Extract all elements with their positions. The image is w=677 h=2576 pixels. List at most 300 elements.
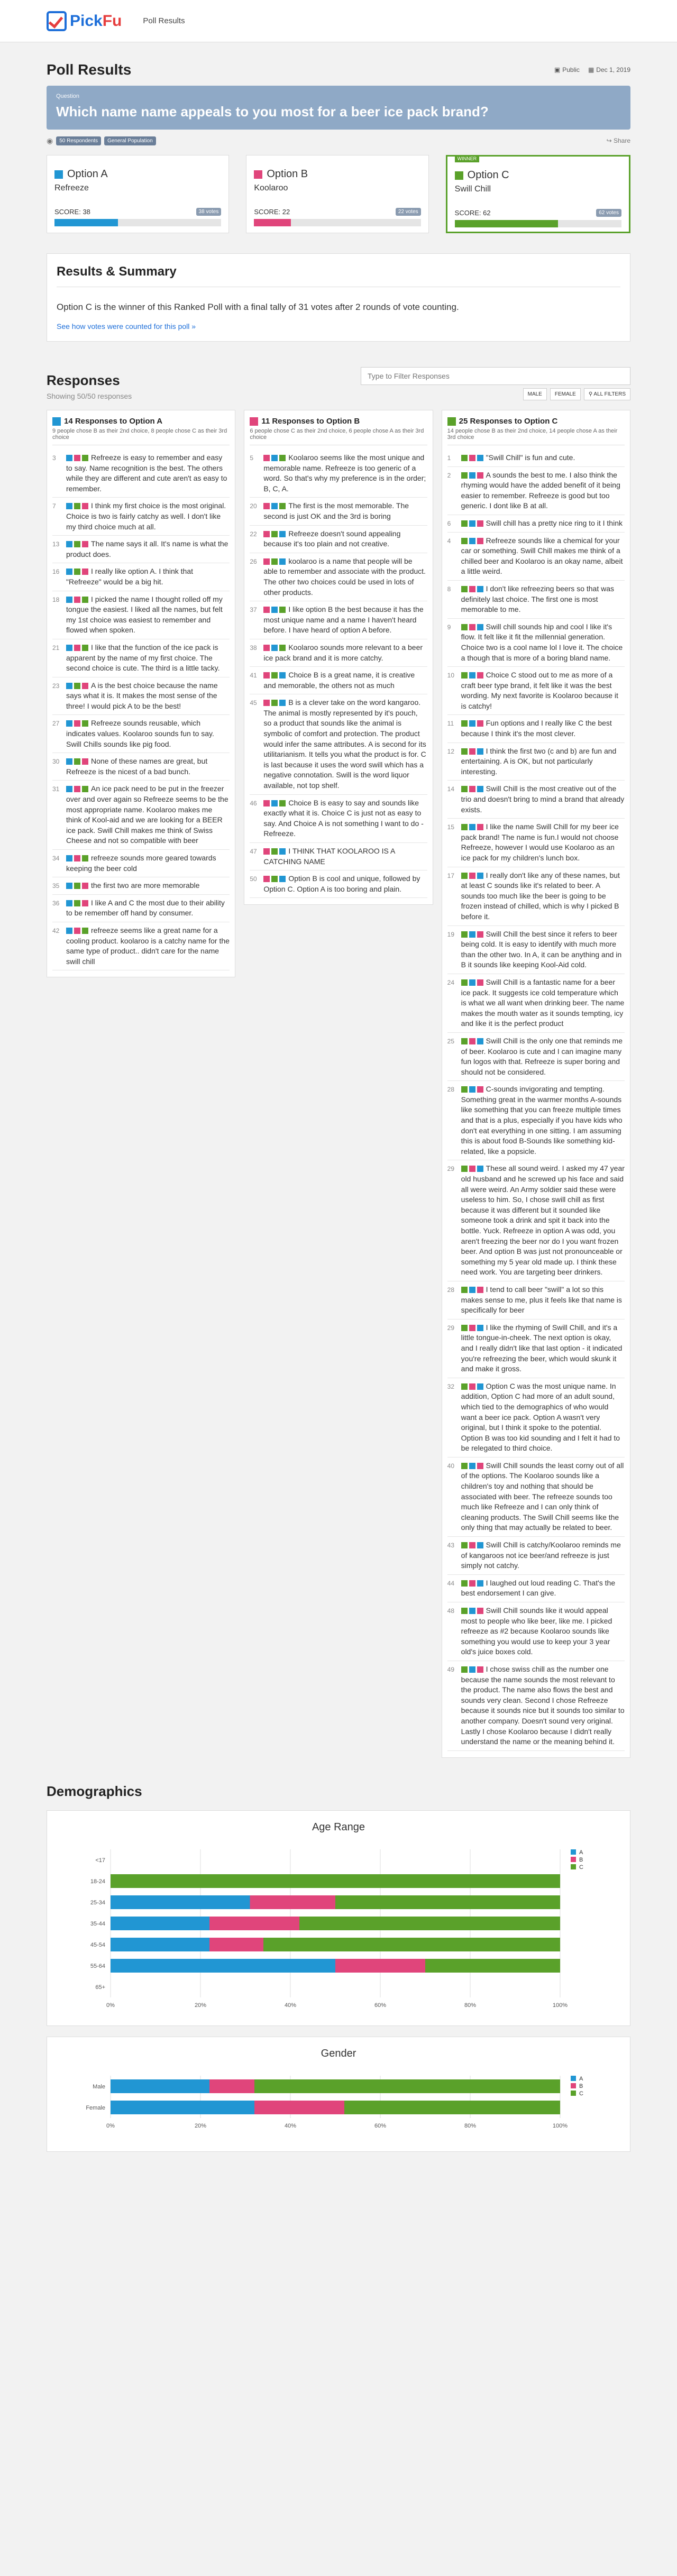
- response-item: [447, 1281, 625, 1319]
- option-color-icon: [254, 170, 262, 179]
- response-item: [52, 498, 230, 536]
- rank-color-icon: [82, 928, 88, 934]
- response-number: 4: [447, 537, 451, 545]
- audience-icon: ◉: [47, 136, 53, 145]
- rank-color-icon: [263, 800, 270, 806]
- rank-color-icon: [469, 1287, 475, 1293]
- column-subtitle: 14 people chose B as their 2nd choice, 14 people chose A as their 3rd choice: [447, 428, 618, 441]
- rank-color-icon: [461, 538, 468, 544]
- bar-segment-a: [111, 1917, 209, 1930]
- response-text: A is the best choice because the name says what it is. It makes the most sense of the three! I would pick A to be the best!: [66, 681, 218, 710]
- response-text: Swill Chill is a fantastic name for a beer ice pack. It suggests ice cold temperature which is what we all want when drinking beer. The name makes the mouth water as it sounds tempting, icy and like it is the perfect product: [461, 977, 625, 1028]
- rank-color-icon: [263, 558, 270, 565]
- response-item: [52, 591, 230, 639]
- legend-swatch: [571, 2083, 576, 2088]
- rank-color-icon: [469, 455, 475, 461]
- response-text: refreeze sounds more geared towards keeping the beer cold: [66, 854, 216, 873]
- legend-label: A: [579, 1849, 583, 1856]
- legend-swatch: [571, 1849, 576, 1855]
- response-text: Swill Chill sounds like it would appeal most to people who like beer, like me. I picked refreeze as #2 because Koolaroo sounds like something you would use to keep your 3 year old's juice boxes cold.: [461, 1606, 612, 1656]
- response-text: I think the first two (c and b) are fun and entertaining. A is OK, but not particularly interesting.: [461, 746, 617, 776]
- rank-color-icon: [461, 1038, 468, 1044]
- response-item: [447, 1602, 625, 1661]
- top-bar: [0, 0, 677, 42]
- rank-color-icon: [74, 683, 80, 689]
- rank-color-icon: [74, 900, 80, 906]
- rank-color-icon: [461, 472, 468, 479]
- response-item: [52, 715, 230, 753]
- response-text: A sounds the best to me. I also think the rhyming would have the added benefit of it being easier to remember. Refreeze is good but too generic. I dont like B at all.: [461, 470, 620, 510]
- response-text: The first is the most memorable. The second is just OK and the 3rd is boring: [263, 501, 409, 520]
- respondents-tag: 50 Respondents: [56, 136, 101, 145]
- response-text: B is a clever take on the word kangaroo. The animal is mostly represented by it's pouch, so a product that sounds like the animal is symbolic of comfort and protection. The product would infer the same attributes. A is second for its utilitarianism. It tells you what the product is for. C is last because it uses the word swill which has a negative connotation. Swill is the word liquor available, not top shelf.: [263, 698, 426, 790]
- legend-swatch: [571, 2076, 576, 2081]
- response-item: [447, 1081, 625, 1160]
- column-subtitle: 6 people chose C as their 2nd choice, 6 people chose A as their 3rd choice: [250, 428, 424, 441]
- app-title: Poll Results: [143, 16, 185, 25]
- rank-color-icon: [461, 1666, 468, 1673]
- rank-color-icon: [279, 645, 286, 651]
- rank-color-icon: [74, 597, 80, 603]
- bar-segment-c: [254, 2079, 560, 2093]
- response-text: refreeze seems like a great name for a cooling product. koolaroo is a catchy name for the same type of product.. didn't care for the name swill chill: [66, 925, 230, 966]
- rank-color-icon: [461, 1166, 468, 1172]
- rank-color-icon: [477, 672, 483, 679]
- response-number: 42: [52, 927, 60, 934]
- male-filter-button[interactable]: MALE: [523, 388, 547, 400]
- response-text: Choice B is a great name, it is creative and memorable, the others not as much: [263, 671, 415, 690]
- visibility-badge: ▣ Public: [554, 66, 580, 74]
- response-number: 29: [447, 1165, 455, 1173]
- response-number: 43: [447, 1542, 455, 1550]
- response-number: 45: [250, 699, 257, 707]
- response-item: [250, 526, 427, 553]
- rank-color-icon: [279, 876, 286, 882]
- bar-segment-b: [250, 1895, 336, 1909]
- response-text: the first two are more memorable: [91, 881, 200, 890]
- rank-color-icon: [74, 455, 80, 461]
- rank-color-icon: [82, 758, 88, 765]
- option-name: Swill Chill: [454, 185, 491, 194]
- response-text: I don't like refreezing beers so that was definitely last choice. The first one is most memorable to me.: [461, 584, 615, 614]
- rank-color-icon: [279, 800, 286, 806]
- response-number: 22: [250, 530, 257, 538]
- score-bar: [254, 219, 420, 226]
- x-tick-label: 100%: [552, 2122, 568, 2129]
- rank-color-icon: [263, 848, 270, 855]
- response-text: Koolaroo sounds more relevant to a beer ice pack brand and it is more catchy.: [263, 643, 423, 662]
- rank-color-icon: [477, 1166, 483, 1172]
- rank-color-icon: [477, 720, 483, 727]
- results-summary: [47, 253, 630, 342]
- response-item: [447, 781, 625, 819]
- summary-title: Results & Summary: [57, 264, 620, 287]
- response-item: [447, 450, 625, 467]
- rank-color-icon: [477, 520, 483, 527]
- response-number: 25: [447, 1037, 455, 1045]
- option-card: [446, 155, 630, 233]
- response-number: 2: [447, 471, 451, 479]
- rank-color-icon: [66, 900, 72, 906]
- category-label: 18-24: [90, 1878, 105, 1885]
- response-number: 49: [447, 1665, 455, 1673]
- rank-color-icon: [82, 855, 88, 861]
- response-text: I like the rhyming of Swill Chill, and it's a little tongue-in-cheek. The next option is okay, and I really didn't like that last option - it indicated you're refreezing the beer, which would skunk it and make it gross.: [461, 1323, 623, 1373]
- date-badge: ▦ Dec 1, 2019: [588, 66, 630, 74]
- rank-color-icon: [477, 472, 483, 479]
- response-number: 50: [250, 875, 257, 883]
- rank-color-icon: [82, 786, 88, 792]
- response-item: [447, 1033, 625, 1081]
- rank-color-icon: [66, 503, 72, 509]
- option-color-icon: [54, 170, 63, 179]
- response-number: 34: [52, 855, 60, 862]
- rank-color-icon: [263, 503, 270, 509]
- response-text: "Swill Chill" is fun and cute.: [486, 453, 575, 462]
- winner-badge: WINNER: [455, 155, 480, 162]
- rank-color-icon: [461, 1580, 468, 1587]
- response-item: [447, 743, 625, 781]
- rank-color-icon: [263, 672, 270, 679]
- gender-chart-svg: [52, 2065, 625, 2139]
- response-text: None of these names are great, but Refreeze is the nicest of a bad bunch.: [66, 757, 208, 776]
- response-item: [52, 536, 230, 563]
- response-item: [447, 1160, 625, 1281]
- rank-color-icon: [82, 503, 88, 509]
- legend-swatch: [571, 1864, 576, 1869]
- rank-color-icon: [461, 1608, 468, 1614]
- bar-segment-c: [111, 1874, 560, 1888]
- rank-color-icon: [477, 1580, 483, 1587]
- response-text: Refreeze sounds like a chemical for your car or something. Swill Chill makes me think of a chilled beer and Koolaroo is an okay name, albeit a little weird.: [461, 536, 623, 576]
- response-text: I like A and C the most due to their ability to be remember off hand by consumer.: [66, 898, 225, 918]
- rank-color-icon: [469, 1325, 475, 1331]
- rank-color-icon: [469, 472, 475, 479]
- response-number: 16: [52, 568, 60, 576]
- rank-color-icon: [469, 672, 475, 679]
- category-label: 55-64: [90, 1963, 105, 1969]
- rank-color-icon: [82, 569, 88, 575]
- response-number: 28: [447, 1086, 455, 1094]
- option-votes: 22 votes: [396, 208, 421, 216]
- rank-color-icon: [461, 786, 468, 792]
- x-tick-label: 80%: [464, 2122, 477, 2129]
- response-item: [447, 533, 625, 581]
- rank-color-icon: [469, 520, 475, 527]
- response-number: 36: [52, 899, 60, 907]
- page-title: Poll Results: [47, 61, 132, 78]
- response-number: 38: [250, 644, 257, 652]
- score-bar: [455, 220, 621, 227]
- response-number: 37: [250, 606, 257, 614]
- rank-color-icon: [66, 645, 72, 651]
- score-bar-fill: [54, 219, 118, 226]
- x-tick-label: 0%: [106, 2122, 115, 2129]
- responses-column: [47, 410, 235, 977]
- legend-label: B: [579, 2083, 583, 2089]
- response-item: [52, 563, 230, 591]
- responses-column: [442, 410, 630, 1758]
- score-bar-fill: [455, 220, 559, 227]
- rank-color-icon: [74, 883, 80, 889]
- legend-label: A: [579, 2075, 583, 2082]
- bar-segment-a: [111, 1959, 335, 1973]
- rank-color-icon: [263, 876, 270, 882]
- response-text: Swill chill has a pretty nice ring to it I think: [486, 518, 623, 527]
- response-number: 19: [447, 930, 455, 938]
- rank-color-icon: [477, 1086, 483, 1093]
- rank-color-icon: [469, 586, 475, 592]
- pickfu-logo[interactable]: [47, 11, 122, 31]
- rank-color-icon: [74, 758, 80, 765]
- rank-color-icon: [477, 624, 483, 630]
- category-label: 25-34: [90, 1899, 105, 1906]
- rank-color-icon: [469, 1166, 475, 1172]
- rank-color-icon: [271, 672, 278, 679]
- rank-color-icon: [74, 503, 80, 509]
- legend-label: C: [579, 2090, 583, 2097]
- rank-color-icon: [461, 1542, 468, 1548]
- female-filter-button[interactable]: FEMALE: [550, 388, 581, 400]
- rank-color-icon: [82, 541, 88, 547]
- response-text: Swill Chill the best since it refers to beer being cold. It is easy to identify with much more than the other two. In A, it can be anything and in B it sounds like keeping Kool-Aid cold.: [461, 929, 622, 969]
- option-votes: 62 votes: [596, 209, 621, 217]
- response-text: C-sounds invigorating and tempting. Something great in the warmer months A-sounds like something that you can freeze multiple times and that is a plus, especially if you have kids who don't eat everything in one sitting. I am assuming this is about food B-Sounds like something kid-related, like a popsicle.: [461, 1085, 623, 1156]
- rank-color-icon: [82, 455, 88, 461]
- response-item: [447, 926, 625, 974]
- legend-swatch: [571, 2091, 576, 2096]
- response-number: 28: [447, 1286, 455, 1294]
- response-text: I chose swiss chill as the number one because the name sounds the most relevant to the product. The name also flows the best and sounds very clean. Second I chose Refreeze because it sounds nice but it sounds too similar to another company. Doesn't sound very original. Lastly I chose Koolaroo because I didn't really understand the name or the meaning behind it.: [461, 1664, 625, 1746]
- rank-color-icon: [461, 1383, 468, 1390]
- response-number: 30: [52, 758, 60, 766]
- rank-color-icon: [74, 786, 80, 792]
- rank-color-icon: [477, 786, 483, 792]
- rank-color-icon: [279, 531, 286, 537]
- x-tick-label: 100%: [552, 2002, 568, 2009]
- rank-color-icon: [477, 455, 483, 461]
- rank-color-icon: [74, 928, 80, 934]
- bar-segment-b: [254, 2101, 344, 2114]
- option-color-icon: [455, 171, 463, 180]
- summary-text: Option C is the winner of this Ranked Poll with a final tally of 31 votes after 2 rounds of vote counting.: [57, 302, 459, 312]
- response-number: 23: [52, 682, 60, 690]
- rank-color-icon: [66, 928, 72, 934]
- response-text: I tend to call beer "swill" a lot so this makes sense to me, plus it feels like that name is specifically for beer: [461, 1285, 622, 1315]
- demographics-title: Demographics: [47, 1783, 142, 1799]
- rank-color-icon: [263, 607, 270, 613]
- calendar-icon: ▦: [588, 66, 594, 74]
- response-text: I like that the function of the ice pack is apparent by the name of my first choice. The second choice is cute. The third is a little tacky.: [66, 643, 220, 673]
- rank-color-icon: [461, 520, 468, 527]
- response-item: [447, 715, 625, 742]
- category-label: 45-54: [90, 1941, 105, 1948]
- response-number: 1: [447, 454, 451, 462]
- rank-color-icon: [461, 748, 468, 755]
- response-number: 9: [447, 623, 451, 631]
- legend-label: B: [579, 1856, 583, 1863]
- response-text: I picked the name I thought rolled off my tongue the easiest. I liked all the names, but felt my 1st choice was easiest to remember and flowed when spoken.: [66, 594, 223, 635]
- age-chart-title: Age Range: [312, 1821, 365, 1833]
- response-number: 5: [250, 454, 254, 462]
- share-icon: ↪: [606, 137, 612, 144]
- rank-color-icon: [271, 455, 278, 461]
- response-item: [250, 870, 427, 898]
- bar-segment-c: [263, 1938, 560, 1951]
- response-text: Swill Chill is the most creative out of the trio and doesn't bring to mind a brand that already exists.: [461, 784, 625, 814]
- rank-color-icon: [469, 824, 475, 830]
- response-number: 12: [447, 747, 455, 755]
- lock-icon: ▣: [554, 66, 561, 74]
- response-text: Refreeze doesn't sound appealing because it's too plain and not creative.: [263, 529, 401, 548]
- bar-segment-c: [425, 1959, 560, 1973]
- response-number: 24: [447, 978, 455, 986]
- rank-color-icon: [477, 1666, 483, 1673]
- rank-color-icon: [74, 541, 80, 547]
- all-filters-button[interactable]: ⚲ ALL FILTERS: [584, 388, 630, 400]
- response-text: Fun options and I really like C the best because I think it's the most clever.: [461, 719, 612, 738]
- rank-color-icon: [74, 645, 80, 651]
- rank-color-icon: [477, 586, 483, 592]
- response-number: 35: [52, 882, 60, 890]
- gender-chart-title: Gender: [321, 2047, 356, 2059]
- bar-segment-b: [335, 1959, 425, 1973]
- response-item: [52, 753, 230, 781]
- response-item: [250, 601, 427, 639]
- legend-label: C: [579, 1864, 583, 1871]
- response-number: 6: [447, 519, 451, 527]
- response-item: [250, 450, 427, 498]
- response-text: I laughed out loud reading C. That's the best endorsement I can give.: [461, 1578, 616, 1598]
- rank-color-icon: [82, 597, 88, 603]
- age-range-chart: [47, 1810, 630, 2026]
- rank-color-icon: [66, 455, 72, 461]
- response-text: Swill Chill is the only one that reminds me of beer. Koolaroo is cute and I can imagine many fun logos with that. Refreeze is super boring and should not be considered.: [461, 1036, 623, 1076]
- response-item: [250, 694, 427, 794]
- responses-count: Showing 50/50 responses: [47, 392, 132, 400]
- response-item: [250, 843, 427, 870]
- x-tick-label: 80%: [464, 2002, 477, 2009]
- population-tag: General Population: [104, 136, 156, 145]
- response-item: [447, 1378, 625, 1457]
- gender-chart: [47, 2037, 630, 2152]
- rank-color-icon: [469, 1542, 475, 1548]
- response-item: [250, 639, 427, 667]
- response-text: koolaroo is a name that people will be able to remember and associate with the product. The other two choices could be used in lots of other products.: [263, 556, 426, 597]
- option-color-icon: [52, 417, 61, 426]
- rank-color-icon: [271, 700, 278, 706]
- response-number: 44: [447, 1579, 455, 1587]
- bar-segment-b: [209, 1917, 299, 1930]
- response-text: I like the name Swill Chill for my beer ice pack brand! The name is fun.I would not choose Refreeze, however I would use Koolaroo as an ice pack for my children's lunch box.: [461, 822, 619, 862]
- responses-column: [244, 410, 433, 905]
- response-item: [52, 677, 230, 716]
- response-text: Swill Chill sounds the least corny out of all of the options. The Koolaroo sounds like a children's toy and nothing that should be associated with beer. The refreeze sounds too much like Refreeze and I can only think of cleaning products. The Swill Chill seems like the only thing that may actually be related to beer.: [461, 1461, 624, 1532]
- rank-color-icon: [477, 873, 483, 879]
- response-item: [52, 877, 230, 895]
- response-text: I THINK THAT KOOLAROO IS A CATCHING NAME: [263, 847, 395, 866]
- rank-color-icon: [271, 607, 278, 613]
- response-number: 18: [52, 595, 60, 603]
- response-number: 27: [52, 720, 60, 728]
- column-title: 11 Responses to Option B: [261, 417, 360, 426]
- response-item: [447, 1319, 625, 1378]
- option-score: SCORE: 22: [254, 208, 290, 216]
- option-score: SCORE: 38: [54, 208, 90, 216]
- rank-color-icon: [263, 700, 270, 706]
- x-tick-label: 0%: [106, 2002, 115, 2009]
- rank-color-icon: [279, 455, 286, 461]
- rank-color-icon: [461, 672, 468, 679]
- option-label: Option B: [267, 168, 308, 180]
- response-text: Refreeze is easy to remember and easy to say. Name recognition is the best. The others while they are different and cute aren't as easy to remember.: [66, 453, 227, 493]
- option-card: [47, 155, 229, 233]
- rank-color-icon: [477, 1383, 483, 1390]
- response-item: [447, 1575, 625, 1602]
- rank-color-icon: [461, 824, 468, 830]
- share-link[interactable]: ↪ Share: [606, 137, 630, 144]
- response-number: 17: [447, 872, 455, 879]
- option-card: [246, 155, 428, 233]
- rank-color-icon: [461, 873, 468, 879]
- vote-count-link[interactable]: See how votes were counted for this poll »: [57, 322, 196, 331]
- rank-color-icon: [469, 1463, 475, 1469]
- rank-color-icon: [263, 645, 270, 651]
- bar-segment-b: [209, 1938, 263, 1951]
- filter-responses-input[interactable]: [361, 367, 630, 385]
- response-number: 31: [52, 785, 60, 793]
- rank-color-icon: [469, 1580, 475, 1587]
- rank-color-icon: [469, 786, 475, 792]
- response-number: 41: [250, 672, 257, 680]
- rank-color-icon: [74, 720, 80, 727]
- category-label: 65+: [95, 1984, 105, 1991]
- response-text: These all sound weird. I asked my 47 year old husband and he screwed up his face and said all were weird. An Army soldier said these were useless to him. So, I chose swill chill as first because it was different but it sounded like someone took a drink and spit it back into the bottle. Yuck. Refreeze in option A was odd, you aren't freezing the beer nor do I you want frozen beer. And option B was just not pronounceable or something my 5 year old made up. I think these need work. You are targeting beer drinkers.: [461, 1164, 625, 1277]
- x-tick-label: 60%: [374, 2122, 387, 2129]
- response-item: [52, 895, 230, 922]
- rank-color-icon: [461, 624, 468, 630]
- bar-segment-a: [111, 1895, 250, 1909]
- response-item: [447, 1661, 625, 1751]
- rank-color-icon: [477, 979, 483, 986]
- bar-segment-c: [335, 1895, 560, 1909]
- response-item: [447, 667, 625, 715]
- category-label: 35-44: [90, 1920, 105, 1927]
- rank-color-icon: [461, 586, 468, 592]
- rank-color-icon: [66, 855, 72, 861]
- response-number: 13: [52, 540, 60, 548]
- rank-color-icon: [279, 672, 286, 679]
- response-text: The name says it all. It's name is what the product does.: [66, 539, 228, 558]
- response-text: Choice B is easy to say and sounds like exactly what it is. Choice C is just not as easy to say. And Choice A is not something I want to do - Refreeze.: [263, 798, 424, 838]
- rank-color-icon: [469, 538, 475, 544]
- response-number: 26: [250, 557, 257, 565]
- response-number: 8: [447, 585, 451, 593]
- rank-color-icon: [477, 824, 483, 830]
- bar-segment-a: [111, 2079, 209, 2093]
- rank-color-icon: [477, 1325, 483, 1331]
- response-item: [447, 467, 625, 515]
- rank-color-icon: [279, 700, 286, 706]
- response-number: 47: [250, 848, 257, 855]
- response-item: [447, 619, 625, 667]
- column-title: 14 Responses to Option A: [64, 417, 163, 426]
- response-number: 10: [447, 672, 455, 680]
- rank-color-icon: [469, 1608, 475, 1614]
- response-number: 29: [447, 1324, 455, 1332]
- rank-color-icon: [461, 1287, 468, 1293]
- response-item: [250, 795, 427, 843]
